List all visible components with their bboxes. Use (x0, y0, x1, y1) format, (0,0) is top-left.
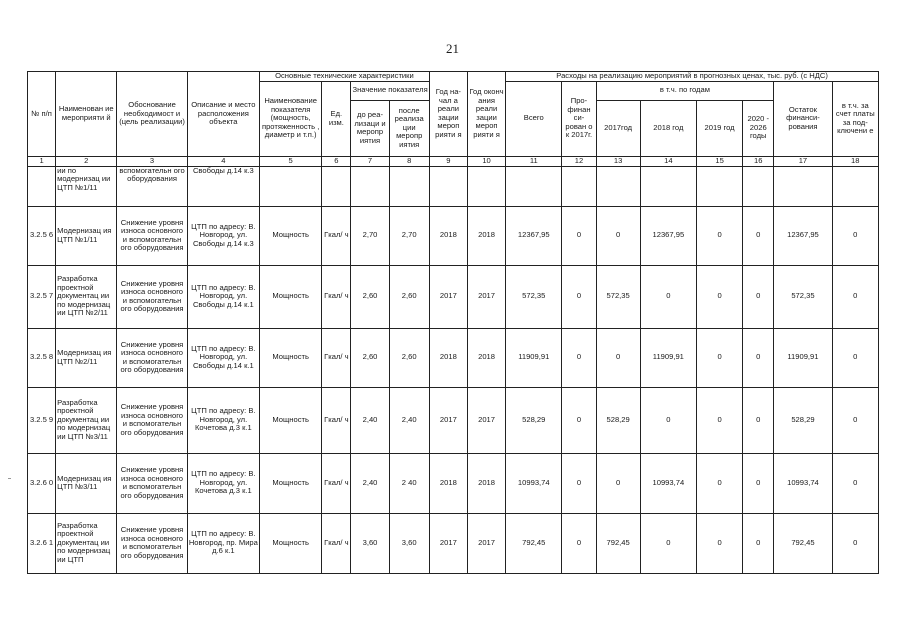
column-number: 15 (696, 156, 742, 166)
table-row (28, 387, 879, 453)
cell-name: Разработка проектной документац ии по модернизац ии ЦТП (56, 513, 117, 573)
header-years-group: в т.ч. по годам (596, 81, 774, 100)
cell-before: 2,40 (351, 453, 389, 513)
cell-2020-2026: 0 (743, 387, 774, 453)
cell-before: 2,40 (351, 387, 389, 453)
cell-2018: 12367,95 (640, 206, 696, 265)
column-number: 5 (260, 156, 322, 166)
cell-remaining: 792,45 (774, 513, 832, 573)
cell-2018: 11909,91 (640, 328, 696, 387)
cell-indicator: Мощность (260, 206, 322, 265)
cell-2017: 572,35 (596, 265, 640, 328)
cell-name: Модернизац ия ЦТП №3/11 (56, 453, 117, 513)
header-remaining: Остаток финанси- рования (774, 81, 832, 156)
header-2017: 2017год (596, 100, 640, 156)
cell-remaining: 11909,91 (774, 328, 832, 387)
page-number: 21 (446, 41, 459, 56)
cell-2020-2026: 0 (743, 328, 774, 387)
margin-mark (8, 478, 11, 479)
cell-end-year: 2018 (467, 328, 505, 387)
column-number: 9 (429, 156, 467, 166)
cell-unit: Гкал/ ч (322, 453, 351, 513)
cell-pre2017: 0 (562, 513, 596, 573)
cell-connection: 0 (832, 265, 878, 328)
column-number: 12 (562, 156, 596, 166)
column-number: 16 (743, 156, 774, 166)
header-connection: в т.ч. за счет платы за под- ключени е (832, 81, 878, 156)
header-before: до реа- лизаци и меропр иятия (351, 100, 389, 156)
cell-unit: Гкал/ ч (322, 513, 351, 573)
cell-location: ЦТП по адресу: В. Новгород, ул. Свободы д.14 к.3 (187, 206, 259, 265)
cell-2019: 0 (696, 265, 742, 328)
cell-2017: 0 (596, 206, 640, 265)
cell-num: 3.2.5 7 (28, 265, 56, 328)
cell-start-year: 2017 (429, 387, 467, 453)
continuation-row (28, 166, 879, 206)
cell-reason: Снижение уровня износа основного и вспомогательн ого оборудования (117, 513, 187, 573)
header-name: Наименован ие мероприяти й (56, 72, 117, 157)
cell-total: 12367,95 (506, 206, 562, 265)
cell-reason: Снижение уровня износа основного и вспомогательн ого оборудования (117, 265, 187, 328)
cell-connection: 0 (832, 206, 878, 265)
cell-location: ЦТП по адресу: В. Новгород, пр. Мира д.6 к.1 (187, 513, 259, 573)
cell-total: 10993,74 (506, 453, 562, 513)
header-after: после реализа ции меропр иятия (389, 100, 429, 156)
column-number: 8 (389, 156, 429, 166)
header-end-year: Год оконч ания реали зации мероп рияти я (467, 72, 505, 157)
cell-name: Разработка проектной документац ии по модернизац ии ЦТП №2/11 (56, 265, 117, 328)
cell-indicator: Мощность (260, 513, 322, 573)
cell-connection: 0 (832, 387, 878, 453)
cell-pre2017: 0 (562, 328, 596, 387)
cell-num: 3.2.5 9 (28, 387, 56, 453)
cell-2019: 0 (696, 513, 742, 573)
cell-remaining: 10993,74 (774, 453, 832, 513)
cell-2018: 10993,74 (640, 453, 696, 513)
cell-reason: Снижение уровня износа основного и вспомогательн ого оборудования (117, 328, 187, 387)
cell-indicator: Мощность (260, 387, 322, 453)
cell-after: 2,40 (389, 387, 429, 453)
cell-remaining: 572,35 (774, 265, 832, 328)
cell-2018: 0 (640, 265, 696, 328)
cell-2018: 0 (640, 387, 696, 453)
cell-after: 2,70 (389, 206, 429, 265)
cell-start-year: 2017 (429, 265, 467, 328)
cell-connection: 0 (832, 513, 878, 573)
cell-2019: 0 (696, 387, 742, 453)
cell-2019: 0 (696, 206, 742, 265)
cell-location: ЦТП по адресу: В. Новгород, ул. Свободы д.14 к.1 (187, 265, 259, 328)
cell-reason: Снижение уровня износа основного и вспомогательн ого оборудования (117, 206, 187, 265)
column-number: 10 (467, 156, 505, 166)
column-number: 18 (832, 156, 878, 166)
cell-connection: 0 (832, 328, 878, 387)
cell-end-year: 2017 (467, 513, 505, 573)
cell-2019: 0 (696, 328, 742, 387)
cell-location: ЦТП по адресу: В. Новгород, ул. Кочетова д.3 к.1 (187, 387, 259, 453)
cell-name: Модернизац ия ЦТП №2/11 (56, 328, 117, 387)
cell-end-year: 2018 (467, 206, 505, 265)
cell-unit: Гкал/ ч (322, 206, 351, 265)
header-value-group: Значение показателя (351, 81, 429, 100)
header-location: Описание и место расположения объекта (187, 72, 259, 157)
cell-start-year: 2018 (429, 328, 467, 387)
cell-name: Модернизац ия ЦТП №1/11 (56, 206, 117, 265)
cell-end-year: 2018 (467, 453, 505, 513)
cell-2017: 792,45 (596, 513, 640, 573)
header-2018: 2018 год (640, 100, 696, 156)
cell-2017: 0 (596, 453, 640, 513)
cell-2020-2026: 0 (743, 265, 774, 328)
cell-remaining: 12367,95 (774, 206, 832, 265)
table-row (28, 513, 879, 573)
column-number: 13 (596, 156, 640, 166)
cell-start-year: 2018 (429, 453, 467, 513)
cell-after: 3,60 (389, 513, 429, 573)
column-number: 2 (56, 156, 117, 166)
cell-unit: Гкал/ ч (322, 387, 351, 453)
cell-name: ии по модернизац ии ЦТП №1/11 (56, 166, 117, 206)
cell-num: 3.2.6 0 (28, 453, 56, 513)
cell-location: ЦТП по адресу: В. Новгород, ул. Свободы д.14 к.1 (187, 328, 259, 387)
header-start-year: Год на-чал а реали зации мероп рияти я (429, 72, 467, 157)
cell-2018: 0 (640, 513, 696, 573)
cell-connection: 0 (832, 453, 878, 513)
table-row (28, 328, 879, 387)
header-unit: Ед. изм. (322, 81, 351, 156)
column-number: 17 (774, 156, 832, 166)
cell-name: Разработка проектной документац ии по модернизац ии ЦТП №3/11 (56, 387, 117, 453)
table-row (28, 265, 879, 328)
cell-before: 2,70 (351, 206, 389, 265)
cell-total: 11909,91 (506, 328, 562, 387)
cell-2020-2026: 0 (743, 453, 774, 513)
table-row (28, 453, 879, 513)
column-number: 11 (506, 156, 562, 166)
investment-table (27, 71, 879, 574)
cell-2020-2026: 0 (743, 513, 774, 573)
header-reason: Обоснование необходимост и (цель реализации) (117, 72, 187, 157)
cell-2017: 528,29 (596, 387, 640, 453)
cell-before: 2,60 (351, 265, 389, 328)
cell-indicator: Мощность (260, 265, 322, 328)
cell-location: ЦТП по адресу: В. Новгород, ул. Кочетова д.3 к.1 (187, 453, 259, 513)
cell-pre2017: 0 (562, 453, 596, 513)
cell-pre2017: 0 (562, 265, 596, 328)
header-2019: 2019 год (696, 100, 742, 156)
cell-total: 572,35 (506, 265, 562, 328)
cell-num: 3.2.5 6 (28, 206, 56, 265)
cell-remaining: 528,29 (774, 387, 832, 453)
cell-before: 2,60 (351, 328, 389, 387)
header-indicator: Наименование показателя (мощность, протяженность , диаметр и т.п.) (260, 81, 322, 156)
cell-reason: Снижение уровня износа основного и вспомогательн ого оборудования (117, 453, 187, 513)
cell-total: 528,29 (506, 387, 562, 453)
cell-2019: 0 (696, 453, 742, 513)
cell-pre2017: 0 (562, 387, 596, 453)
cell-num: 3.2.5 8 (28, 328, 56, 387)
header-cost-group: Расходы на реализацию мероприятий в прогнозных ценах, тыс. руб. (с НДС) (506, 72, 879, 82)
cell-indicator: Мощность (260, 328, 322, 387)
cell-start-year: 2017 (429, 513, 467, 573)
column-number: 7 (351, 156, 389, 166)
column-number: 4 (187, 156, 259, 166)
cell-end-year: 2017 (467, 387, 505, 453)
header-num: № п/п (28, 72, 56, 157)
cell-start-year: 2018 (429, 206, 467, 265)
table-row (28, 206, 879, 265)
cell-total: 792,45 (506, 513, 562, 573)
cell-before: 3,60 (351, 513, 389, 573)
cell-unit: Гкал/ ч (322, 328, 351, 387)
column-number: 14 (640, 156, 696, 166)
cell-after: 2,60 (389, 265, 429, 328)
cell-2017: 0 (596, 328, 640, 387)
header-pre2017: Про- финан си- рован о к 2017г. (562, 81, 596, 156)
column-number: 3 (117, 156, 187, 166)
cell-reason: вспомогательн ого оборудования (117, 166, 187, 206)
cell-indicator: Мощность (260, 453, 322, 513)
header-tech-group: Основные технические характеристики (260, 72, 430, 82)
column-number: 6 (322, 156, 351, 166)
cell-reason: Снижение уровня износа основного и вспомогательн ого оборудования (117, 387, 187, 453)
cell-2020-2026: 0 (743, 206, 774, 265)
cell-after: 2 40 (389, 453, 429, 513)
cell-pre2017: 0 (562, 206, 596, 265)
header-2020-2026: 2020 - 2026 годы (743, 100, 774, 156)
cell-location: Свободы д.14 к.3 (187, 166, 259, 206)
cell-end-year: 2017 (467, 265, 505, 328)
column-number: 1 (28, 156, 56, 166)
cell-unit: Гкал/ ч (322, 265, 351, 328)
cell-after: 2,60 (389, 328, 429, 387)
cell-num: 3.2.6 1 (28, 513, 56, 573)
header-total: Всего (506, 81, 562, 156)
